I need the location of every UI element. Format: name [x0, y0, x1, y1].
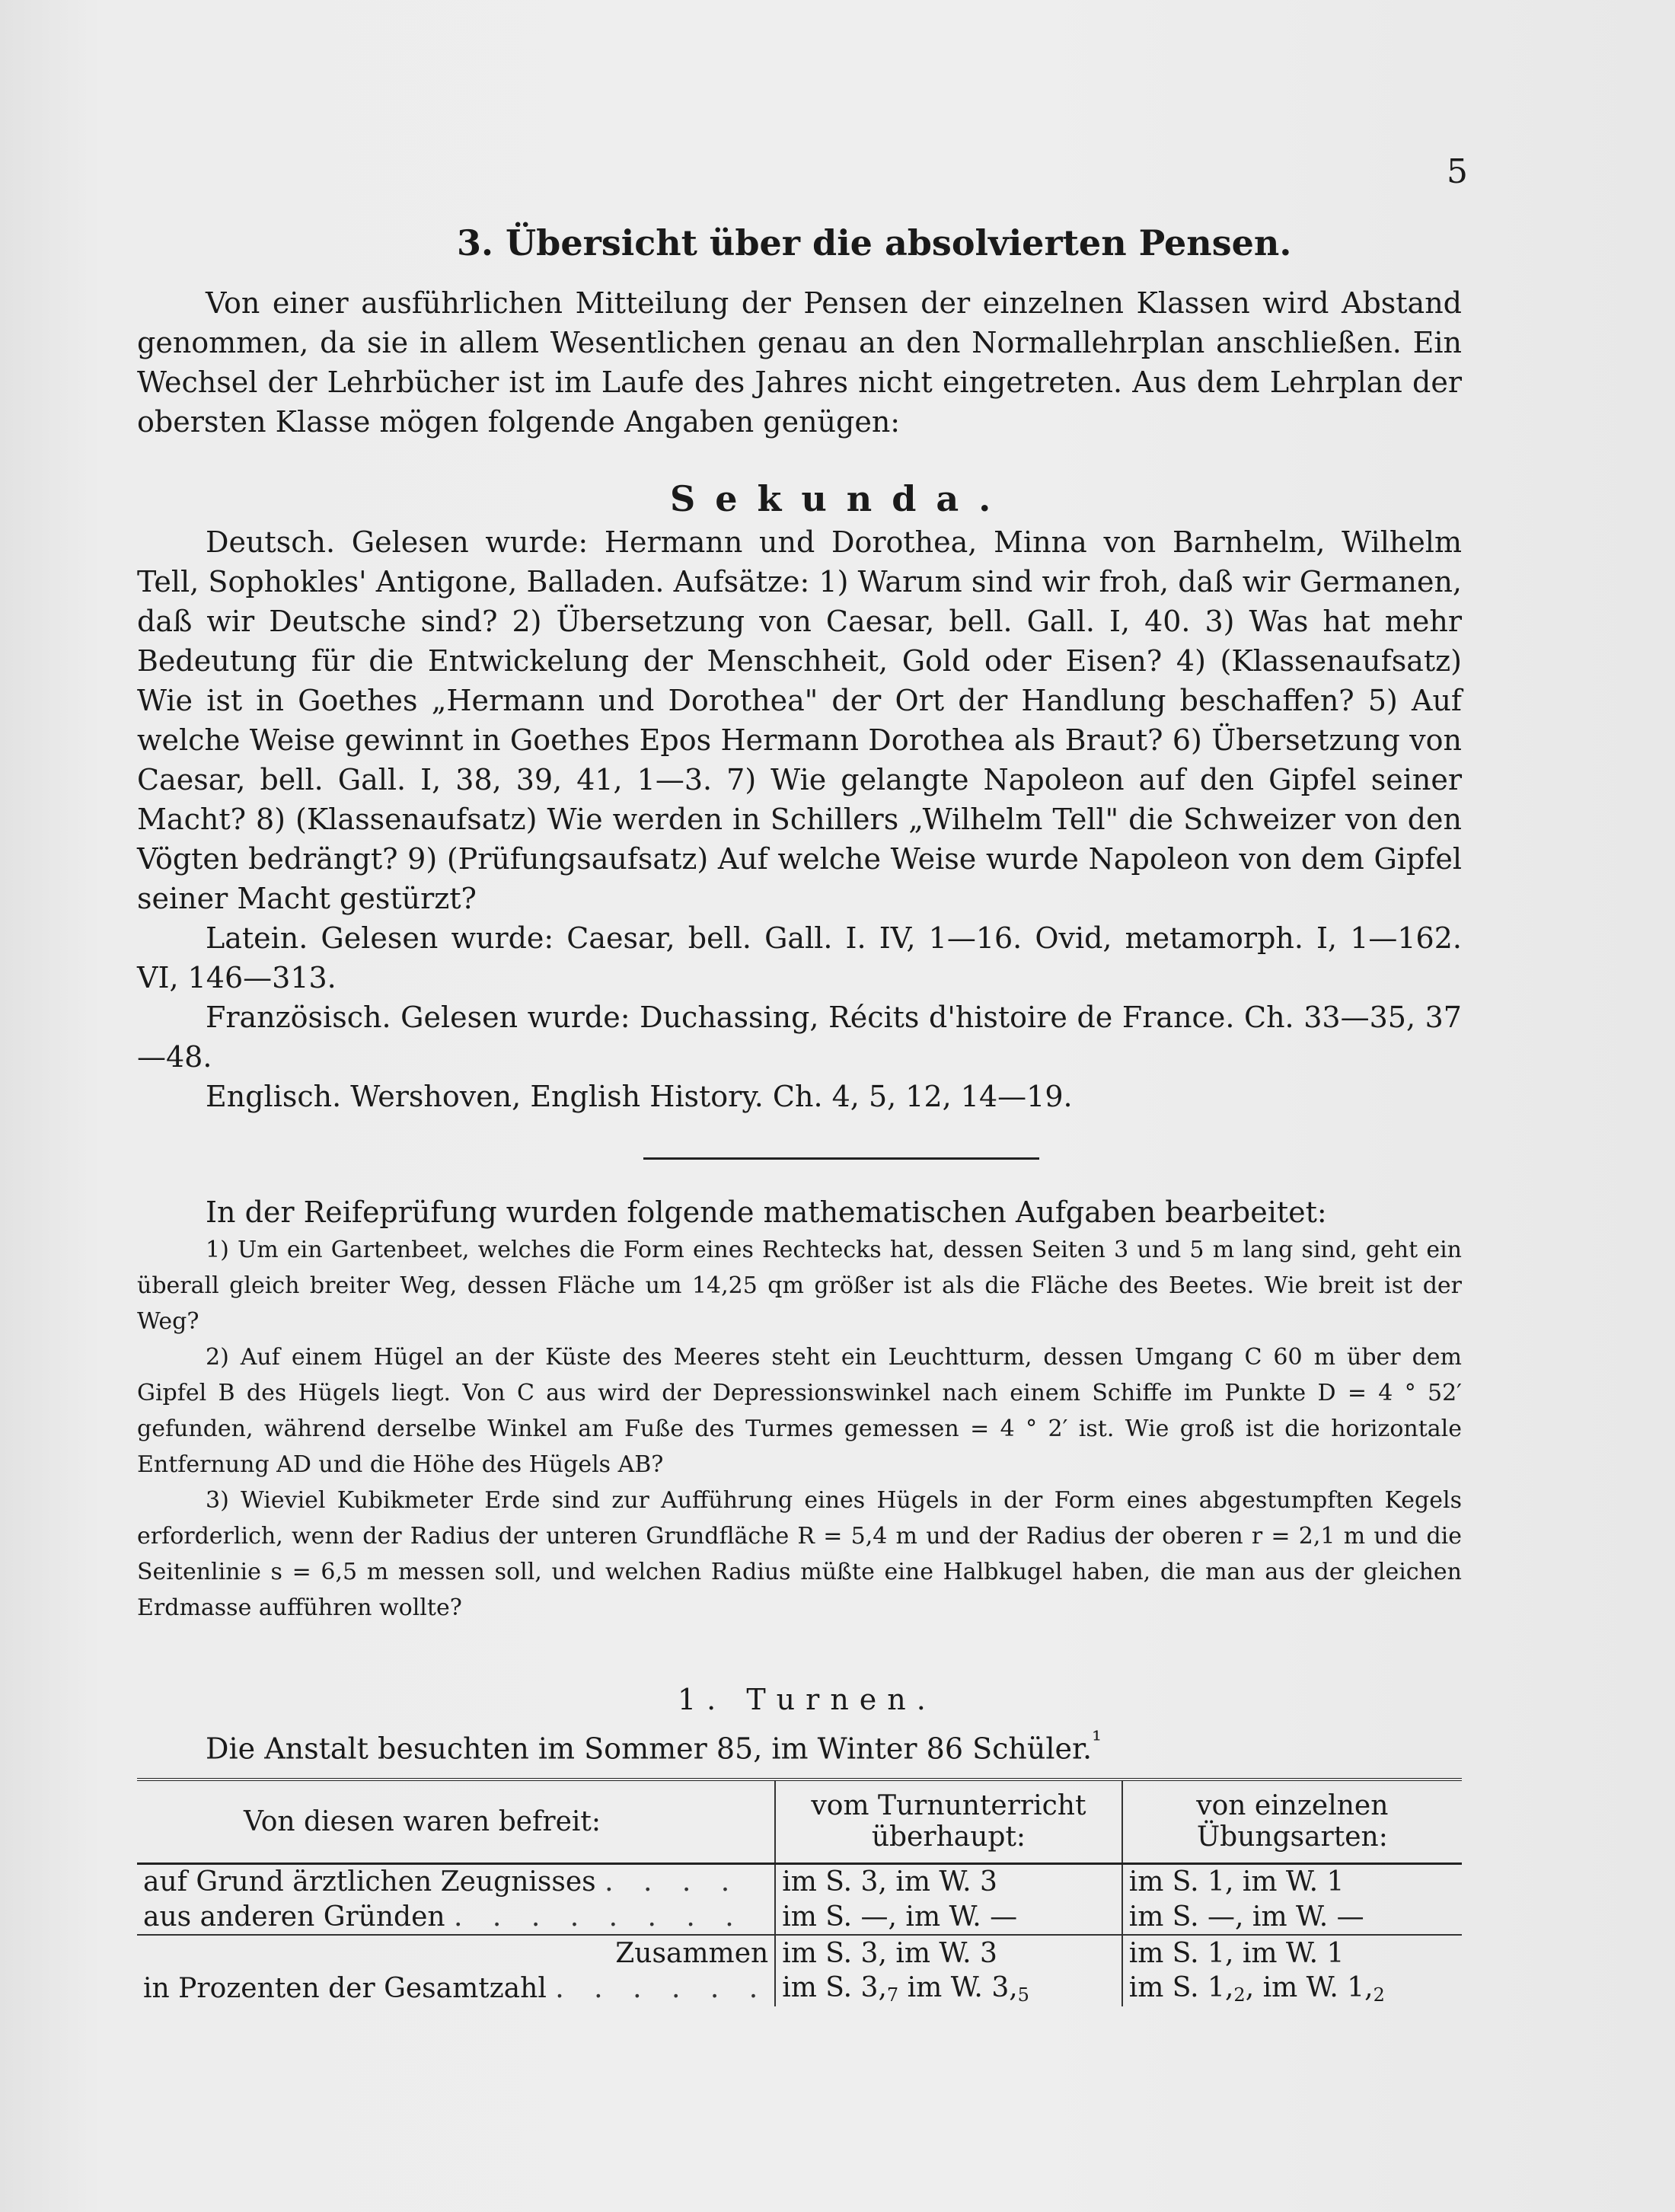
row-col2: im S. —, im W. —	[1122, 1899, 1462, 1935]
section-title: 3. Übersicht über die absolvierten Pensen.	[457, 222, 1292, 263]
row-col1-percent	[775, 1971, 1122, 2006]
row-label	[137, 1863, 775, 1899]
row-col2: im S. 1, im W. 1	[1122, 1935, 1462, 1971]
leader-dots: . . . . . .	[555, 1973, 769, 2004]
table-header-row	[137, 1779, 1462, 1863]
table-row-percent	[137, 1971, 1462, 2006]
turnen-attendance-line	[206, 1727, 1102, 1766]
percent-text: im W. 3,	[898, 1971, 1018, 2003]
math-block	[137, 1192, 1462, 1626]
percent-decimal: 7	[886, 1984, 899, 2006]
subjects-block	[137, 522, 1462, 1116]
math-task-3: 3) Wieviel Kubikmeter Erde sind zur Aufführung eines Hügels in der Form eines abgestumpften Kegels erforderlich, wenn der Radius der unteren Grundfläche R = 5,4 m und der Radius der oberen r = 2,1 m und die Seitenlinie s = 6,5 m messen soll, und welchen Radius müßte eine Halbkugel haben, die man aus der gleichen Erdmasse aufführen wollte?	[137, 1487, 1462, 1621]
turnen-attendance: Die Anstalt besuchten im Sommer 85, im Winter 86 Schüler.	[206, 1732, 1093, 1766]
class-heading: Sekunda.	[670, 478, 1011, 519]
subject-deutsch: Deutsch. Gelesen wurde: Hermann und Dorothea, Minna von Barnhelm, Wilhelm Tell, Sophokles' Antigone, Balladen. Aufsätze: 1) Warum sind wir froh, daß wir Germanen, daß wir Deutsche sind? 2) Übersetzung von Caesar, bell. Gall. I, 40. 3) Was hat mehr Bedeutung für die Entwickelung der Menschheit, Gold oder Eisen? 4) (Klassenaufsatz) Wie ist in Goethes „Hermann und Dorothea" der Ort der Handlung beschaffen? 5) Auf welche Weise gewinnt in Goethes Epos Hermann Dorothea als Braut? 6) Übersetzung von Caesar, bell. Gall. I, 38, 39, 41, 1—3. 7) Wie gelangte Napoleon auf den Gipfel seiner Macht? 8) (Klassenaufsatz) Wie werden in Schillers „Wilhelm Tell" die Schweizer von den Vögten bedrängt? 9) (Prüfungsaufsatz) Auf welche Weise wurde Napoleon von dem Gipfel seiner Macht gestürzt?	[137, 525, 1462, 915]
percent-decimal: 5	[1017, 1984, 1029, 2006]
leader-dots: . . . .	[605, 1866, 741, 1898]
table-row	[137, 1935, 1462, 1971]
row-label-text: auf Grund ärztlichen Zeugnisses	[143, 1866, 596, 1898]
row-col1: im S. 3, im W. 3	[775, 1863, 1122, 1899]
row-label	[137, 1899, 775, 1935]
table-row	[137, 1899, 1462, 1935]
row-label-text: aus anderen Gründen	[143, 1901, 445, 1933]
table-header-col2: von einzelnen Übungsarten:	[1122, 1779, 1462, 1863]
math-intro: In der Reifeprüfung wurden folgende mathematischen Aufgaben bearbeitet:	[206, 1195, 1327, 1229]
row-col2: im S. 1, im W. 1	[1122, 1863, 1462, 1899]
row-label-total: Zusammen	[615, 1937, 769, 1969]
percent-decimal: 2	[1233, 1984, 1246, 2006]
math-task-2: 2) Auf einem Hügel an der Küste des Meeres steht ein Leuchtturm, dessen Umgang C 60 m über dem Gipfel B des Hügels liegt. Von C aus wird der Depressionswinkel nach einem Schiffe im Punkte D = 4 ° 52′ gefunden, während derselbe Winkel am Fuße des Turmes gemessen = 4 ° 2′ ist. Wie groß ist die horizontale Entfernung AD und die Höhe des Hügels AB?	[137, 1344, 1462, 1478]
separator-rule	[643, 1157, 1039, 1160]
subject-latein: Latein. Gelesen wurde: Caesar, bell. Gall. I. IV, 1—16. Ovid, metamorph. I, 1—162. VI, 146—313.	[137, 921, 1462, 994]
percent-text: im S. 3,	[782, 1971, 887, 2003]
row-label	[137, 1971, 775, 2006]
intro-paragraph: Von einer ausführlichen Mitteilung der Pensen der einzelnen Klassen wird Abstand genommen, da sie in allem Wesentlichen genau an den Normallehrplan anschließen. Ein Wechsel der Lehrbücher ist im Laufe des Jahres nicht eingetreten. Aus dem Lehrplan der obersten Klasse mögen folgende Angaben genügen:	[137, 286, 1462, 439]
exemption-table	[137, 1778, 1462, 2006]
row-col1: im S. 3, im W. 3	[775, 1935, 1122, 1971]
table-row	[137, 1863, 1462, 1899]
leader-dots: . . . . . . . .	[454, 1901, 745, 1933]
turnen-heading: 1. Turnen.	[678, 1683, 936, 1716]
footnote-mark: ¹	[1092, 1727, 1102, 1754]
math-task-1: 1) Um ein Gartenbeet, welches die Form eines Rechtecks hat, dessen Seiten 3 und 5 m lang sind, geht ein überall gleich breiter Weg, dessen Fläche um 14,25 qm größer ist als die Fläche des Beetes. Wie breit ist der Weg?	[137, 1237, 1462, 1335]
page-number: 5	[1447, 152, 1468, 191]
table-header-label: Von diesen waren befreit:	[137, 1779, 775, 1863]
row-col2-percent	[1122, 1971, 1462, 2006]
percent-text: im S. 1,	[1128, 1971, 1234, 2003]
subject-franzoesisch: Französisch. Gelesen wurde: Duchassing, Récits d'histoire de France. Ch. 33—35, 37—48.	[137, 1001, 1462, 1074]
percent-decimal: 2	[1373, 1984, 1385, 2006]
row-col1: im S. —, im W. —	[775, 1899, 1122, 1935]
table-header-col1: vom Turnunterricht überhaupt:	[775, 1779, 1122, 1863]
percent-text: , im W. 1,	[1245, 1971, 1374, 2003]
subject-englisch: Englisch. Wershoven, English History. Ch. 4, 5, 12, 14—19.	[206, 1080, 1073, 1113]
row-label-text: in Prozenten der Gesamtzahl	[143, 1973, 547, 2004]
intro-block	[137, 283, 1462, 442]
